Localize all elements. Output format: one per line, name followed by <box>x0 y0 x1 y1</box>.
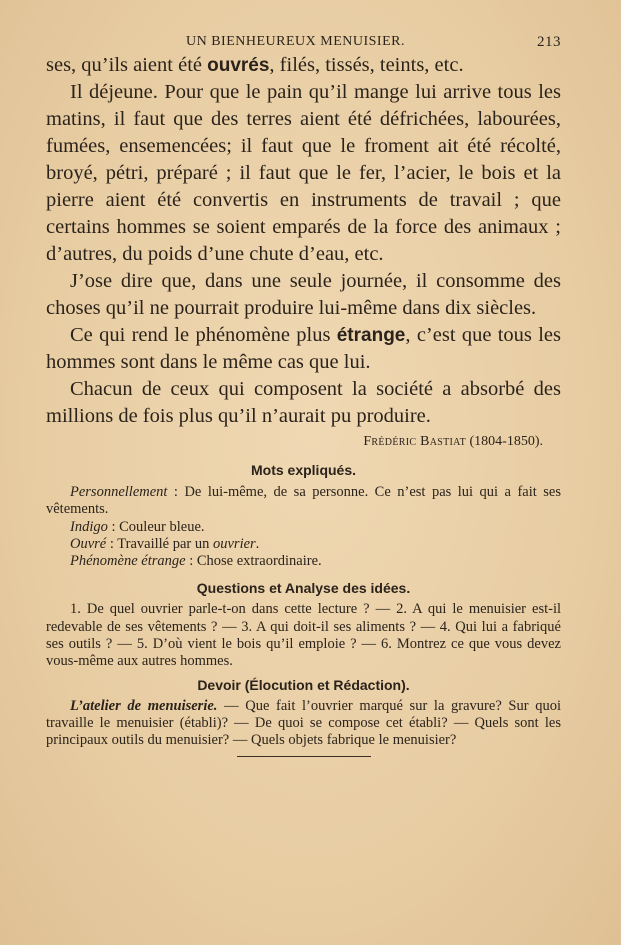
p1-bold-word: ouvrés <box>207 55 270 76</box>
paragraph-3: J’ose dire que, dans une seule journée, il consomme des choses qu’il ne pourrait produire lui-même dans dix siècles. <box>46 270 561 319</box>
page-number: 213 <box>537 34 561 50</box>
p4-bold-word: étrange <box>336 325 406 346</box>
author-signature <box>46 434 543 450</box>
questions-block <box>46 601 561 670</box>
p4-text-c: , c’est que tous les hommes sont dans le même cas que lui. <box>46 324 561 373</box>
devoir-title: Devoir (Élocution et Rédaction). <box>197 676 410 693</box>
devoir-block <box>46 698 561 750</box>
mot-entry <box>46 519 561 536</box>
mot-def-italic: ouvrier <box>212 535 256 552</box>
p1-text-a: ses, qu’ils aient été <box>46 54 208 76</box>
mots-list <box>46 484 561 570</box>
mot-def-end: . <box>255 535 260 552</box>
devoir-text <box>46 698 561 750</box>
mot-entry <box>46 536 561 553</box>
mot-def: : Couleur bleue. <box>107 518 205 535</box>
running-title: UN BIENHEUREUX MENUISIER. <box>186 34 405 49</box>
mot-def: : Travaillé par un <box>106 535 213 552</box>
running-header <box>46 30 561 52</box>
mot-def: : Chose extraordinaire. <box>185 553 322 570</box>
devoir-subject: L’atelier de menuiserie. <box>70 697 218 714</box>
mot-term: Phénomène étrange <box>70 553 186 570</box>
mot-def: : De lui-même, de sa personne. Ce n’est pas lui qui a fait ses vêtements. <box>46 484 561 518</box>
author-name: Frédéric Bastiat <box>363 434 466 449</box>
paragraph-4 <box>46 322 561 376</box>
questions-title: Questions et Analyse des idées. <box>196 580 411 597</box>
author-dates: (1804-1850). <box>469 434 543 449</box>
end-rule <box>237 756 371 757</box>
mot-entry <box>46 553 561 570</box>
paragraph-5: Chacun de ceux qui composent la société a absorbé des millions de fois plus qu’il n’aurait pu produire. <box>46 378 561 427</box>
p1-text-c: , filés, tissés, teints, etc. <box>269 54 464 76</box>
mots-title: Mots expliqués. <box>250 462 357 478</box>
questions-text: 1. De quel ouvrier parle-t-on dans cette lecture ? — 2. A qui le menuisier est-il redevable de ses vêtements ? — 3. A qui doit-il ses aliments ? — 4. Qui lui a fabriqué ses outils ? — 5. D’où vient le bois qu’il emploie ? — 6. Montrez ce que vous devez vous-même aux autres hommes. <box>46 601 561 670</box>
mot-term: Indigo <box>70 518 108 535</box>
devoir-body: — Que fait l’ouvrier marqué sur la gravure? Sur quoi travaille le menuisier (établi)? — De quoi se compose cet établi? — Quels sont les principaux outils du menuisier? — Quels objets fabrique le menuisier? <box>46 697 561 749</box>
mot-term: Ouvré <box>70 535 107 552</box>
mot-entry <box>46 484 561 519</box>
paragraph-2: Il déjeune. Pour que le pain qu’il mange lui arrive tous les matins, il faut que des terres aient été défrichées, labourées, fumées, ensemencées; il faut que le froment ait été récolté, broyé, pétri, préparé ; il faut que le fer, l’acier, le bois et la pierre aient été convertis en instruments de travail ; que certains hommes se soient emparés de la force des animaux ; d’autres, du poids d’une chute d’eau, etc. <box>46 81 561 265</box>
main-text <box>46 52 561 430</box>
paragraph-1 <box>46 52 561 79</box>
mot-term: Personnellement <box>70 484 168 500</box>
p4-text-a: Ce qui rend le phénomène plus <box>70 324 337 346</box>
